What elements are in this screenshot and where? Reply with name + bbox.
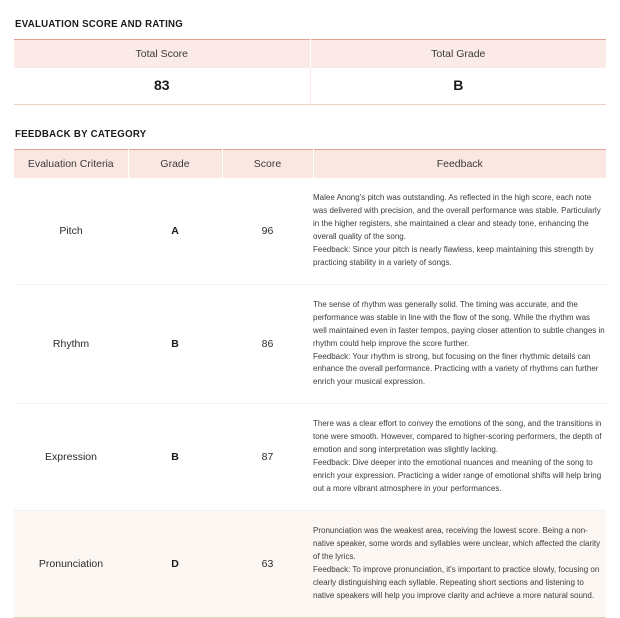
feedback-cell <box>313 511 606 618</box>
criteria-cell: Pronunciation <box>14 511 128 618</box>
score-cell: 87 <box>222 404 313 511</box>
grade-cell: A <box>128 178 222 284</box>
feedback-by-category-heading: FEEDBACK BY CATEGORY <box>15 128 147 140</box>
criteria-cell: Pitch <box>14 178 128 284</box>
feedback-header: Feedback <box>313 150 606 179</box>
grade-cell: B <box>128 284 222 404</box>
grade-header: Grade <box>128 150 222 179</box>
grade-cell: D <box>128 511 222 618</box>
total-grade-header: Total Grade <box>310 40 606 69</box>
table-row <box>14 511 606 618</box>
feedback-cell <box>313 284 606 404</box>
score-header: Score <box>222 150 313 179</box>
feedback-body: Malee Anong's pitch was outstanding. As reflected in the high score, each note was delivered with precision, and the overall performance was stable. Particularly in the higher registers, she maintained a clear and steady tone, enhancing the overall quality of the song. <box>313 193 601 241</box>
feedback-advice: Feedback: To improve pronunciation, it's important to practice slowly, focusing on clearly distinguishing each syllable. Repeating short sections and listening to native speakers will help you improve clarity and achieve a more natural sound. <box>313 564 600 600</box>
criteria-cell: Expression <box>14 404 128 511</box>
feedback-advice: Feedback: Since your pitch is nearly flawless, keep maintaining this strength by practicing stability in a variety of songs. <box>313 244 594 267</box>
evaluation-criteria-header: Evaluation Criteria <box>14 150 128 179</box>
feedback-body: There was a clear effort to convey the emotions of the song, and the transitions in tone were smooth. However, compared to higher-scoring performers, the depth of emotion and song interpretation was slightly lacking. <box>313 419 602 455</box>
feedback-table-header-row <box>14 150 606 179</box>
table-row <box>14 178 606 284</box>
feedback-body: Pronunciation was the weakest area, receiving the lowest score. Being a non-native speaker, some words and syllables were unclear, which affected the clarity of the lyrics. <box>313 526 601 562</box>
total-score-value: 83 <box>14 68 310 105</box>
total-score-header: Total Score <box>14 40 310 69</box>
score-cell: 96 <box>222 178 313 284</box>
score-cell: 63 <box>222 511 313 618</box>
table-row <box>14 404 606 511</box>
feedback-body: The sense of rhythm was generally solid. The timing was accurate, and the performance was stable in line with the flow of the song. While the rhythm was well maintained even in faster tempos, paying closer attention to subtle changes in rhythm could help improve the score further. <box>313 299 605 348</box>
evaluation-score-heading: EVALUATION SCORE AND RATING <box>15 18 184 30</box>
feedback-by-category-table <box>14 149 606 618</box>
feedback-cell <box>313 178 606 284</box>
table-row <box>14 284 606 404</box>
total-score-table <box>14 39 606 105</box>
feedback-advice: Feedback: Dive deeper into the emotional nuances and meaning of the song to enrich your expression. Practicing a wider range of emotional shifts will help bring out a more vibrant atmosphere in your performances. <box>313 458 602 494</box>
score-cell: 86 <box>222 284 313 404</box>
score-table-header-row <box>14 40 606 69</box>
criteria-cell: Rhythm <box>14 284 128 404</box>
grade-cell: B <box>128 404 222 511</box>
feedback-cell <box>313 404 606 511</box>
feedback-advice: Feedback: Your rhythm is strong, but focusing on the finer rhythmic details can enhance the overall performance. Practicing with a variety of rhythms can further enrich your musical expression. <box>313 351 599 387</box>
total-grade-value: B <box>310 68 606 105</box>
score-table-value-row <box>14 68 606 105</box>
